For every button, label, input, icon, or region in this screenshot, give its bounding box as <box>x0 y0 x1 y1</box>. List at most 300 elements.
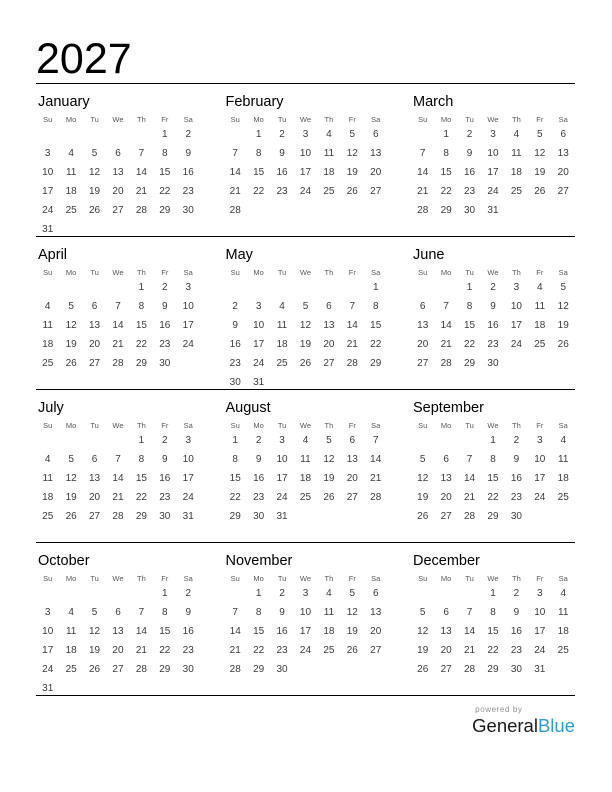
day-cell: 1 <box>232 435 238 446</box>
weekday-label: Mo <box>440 268 452 277</box>
day-cell: 9 <box>255 454 262 465</box>
week-row <box>36 603 200 622</box>
day-cell: 21 <box>463 645 476 656</box>
weekday-label: We <box>487 268 499 277</box>
day-cell: 13 <box>346 454 358 465</box>
day-cell: 7 <box>232 148 238 159</box>
month-june <box>411 237 575 389</box>
day-cell: 25 <box>65 205 77 216</box>
weekday-label: Fr <box>536 268 544 277</box>
week-row <box>224 660 388 679</box>
week-row <box>36 488 200 507</box>
day-cell: 5 <box>560 282 567 293</box>
day-cell: 12 <box>299 320 312 331</box>
weekday-label: Sa <box>558 421 568 430</box>
week-row <box>411 584 575 603</box>
day-cell: 30 <box>463 205 476 216</box>
day-cell: 31 <box>42 683 54 694</box>
day-cell: 26 <box>88 664 101 675</box>
day-cell: 7 <box>138 148 145 159</box>
day-cell: 19 <box>534 167 546 178</box>
weekday-header-row <box>36 420 200 431</box>
week-row <box>36 660 200 679</box>
weekday-label: Sa <box>183 421 193 430</box>
day-cell: 30 <box>510 511 522 522</box>
weekday-label: Sa <box>371 268 381 277</box>
day-cell: 13 <box>88 473 101 484</box>
day-cell: 4 <box>279 301 285 312</box>
day-cell: 6 <box>372 129 379 140</box>
day-cell: 9 <box>185 607 192 618</box>
day-cell: 24 <box>510 339 522 350</box>
day-cell: 25 <box>42 511 54 522</box>
weekday-label: We <box>112 115 124 124</box>
weekday-label: Th <box>512 115 521 124</box>
weekday-label: Su <box>418 268 428 277</box>
day-cell: 8 <box>443 148 449 159</box>
week-row <box>411 488 575 507</box>
day-cell: 9 <box>232 320 238 331</box>
day-cell: 15 <box>463 320 476 331</box>
day-cell: 18 <box>557 473 569 484</box>
day-cell: 12 <box>65 473 77 484</box>
weekday-label: Mo <box>65 421 77 430</box>
day-cell: 18 <box>65 645 77 656</box>
weekday-header-row <box>411 114 575 125</box>
month-title: December <box>413 553 480 569</box>
day-cell: 2 <box>279 588 285 599</box>
day-cell: 16 <box>510 626 522 637</box>
day-cell: 24 <box>253 358 265 369</box>
day-cell: 14 <box>112 320 124 331</box>
day-cell: 10 <box>487 148 499 159</box>
week-row <box>411 201 575 220</box>
day-cell: 11 <box>558 454 569 465</box>
day-cell: 9 <box>466 148 473 159</box>
calendar-grid <box>36 84 575 696</box>
day-cell: 9 <box>513 454 520 465</box>
day-cell: 14 <box>417 167 429 178</box>
day-cell: 6 <box>349 435 356 446</box>
weekday-header-row <box>411 267 575 278</box>
month-september <box>411 390 575 542</box>
day-cell: 27 <box>88 358 101 369</box>
day-cell: 4 <box>326 588 332 599</box>
week-row <box>36 125 200 144</box>
month-title: July <box>38 400 64 416</box>
day-cell: 22 <box>159 645 171 656</box>
weekday-label: We <box>487 115 499 124</box>
day-cell: 30 <box>182 664 194 675</box>
day-cell: 11 <box>511 148 522 159</box>
day-cell: 11 <box>42 473 53 484</box>
week-row <box>36 450 200 469</box>
week-row <box>224 163 388 182</box>
weekday-label: We <box>487 421 499 430</box>
day-cell: 24 <box>487 186 499 197</box>
day-cell: 6 <box>372 588 379 599</box>
month-title: May <box>225 247 253 263</box>
day-cell: 8 <box>490 607 496 618</box>
weekday-label: Sa <box>183 574 193 583</box>
day-cell: 13 <box>417 320 429 331</box>
day-cell: 2 <box>513 435 520 446</box>
day-cell: 12 <box>346 607 358 618</box>
day-cell: 13 <box>88 320 101 331</box>
weekday-label: Fr <box>161 115 169 124</box>
day-cell: 16 <box>276 167 288 178</box>
weekday-label: We <box>487 574 499 583</box>
day-cell: 26 <box>417 664 429 675</box>
day-cell: 10 <box>534 454 546 465</box>
weekday-label: We <box>299 115 312 124</box>
day-cell: 19 <box>346 167 358 178</box>
day-cell: 18 <box>323 167 335 178</box>
day-cell: 1 <box>372 282 379 293</box>
day-cell: 1 <box>255 129 262 140</box>
day-cell: 3 <box>185 282 192 293</box>
day-cell: 28 <box>135 664 147 675</box>
day-cell: 28 <box>135 205 147 216</box>
week-row <box>224 507 388 526</box>
weekday-label: Th <box>137 574 146 583</box>
day-cell: 22 <box>135 492 147 503</box>
day-cell: 24 <box>299 186 312 197</box>
week-row <box>224 641 388 660</box>
weekday-header-row <box>36 267 200 278</box>
day-cell: 28 <box>370 492 382 503</box>
weekday-label: Su <box>418 115 428 124</box>
day-cell: 4 <box>68 607 74 618</box>
day-cell: 27 <box>440 664 452 675</box>
day-cell: 6 <box>91 301 98 312</box>
day-cell: 19 <box>346 626 358 637</box>
day-cell: 22 <box>440 186 452 197</box>
day-cell: 29 <box>487 664 499 675</box>
day-cell: 16 <box>487 320 499 331</box>
day-cell: 2 <box>162 282 168 293</box>
week-row <box>411 641 575 660</box>
day-cell: 19 <box>65 492 77 503</box>
day-cell: 11 <box>65 167 77 178</box>
day-cell: 21 <box>346 339 358 350</box>
day-cell: 16 <box>182 167 194 178</box>
weekday-label: Th <box>512 421 521 430</box>
day-cell: 9 <box>185 148 192 159</box>
week-row <box>36 679 200 698</box>
day-cell: 7 <box>443 301 449 312</box>
day-cell: 11 <box>323 148 335 159</box>
day-cell: 15 <box>370 320 382 331</box>
day-cell: 22 <box>253 645 265 656</box>
week-row <box>411 431 575 450</box>
day-cell: 3 <box>302 129 309 140</box>
day-cell: 20 <box>88 339 101 350</box>
day-cell: 13 <box>440 473 452 484</box>
day-cell: 24 <box>299 645 312 656</box>
day-cell: 21 <box>370 473 382 484</box>
day-cell: 19 <box>323 473 335 484</box>
month-title: September <box>413 400 484 416</box>
footer <box>472 705 575 737</box>
weekday-label: Fr <box>536 115 544 124</box>
day-cell: 4 <box>560 588 567 599</box>
day-cell: 15 <box>487 626 499 637</box>
day-cell: 14 <box>463 626 476 637</box>
day-cell: 24 <box>42 664 54 675</box>
weekday-label: Th <box>512 574 521 583</box>
month-title: June <box>413 247 445 263</box>
weekday-label: Mo <box>65 574 77 583</box>
day-cell: 8 <box>372 301 379 312</box>
day-cell: 4 <box>44 301 51 312</box>
day-cell: 23 <box>229 358 241 369</box>
day-cell: 5 <box>68 301 74 312</box>
weekday-label: Th <box>324 268 334 277</box>
day-cell: 23 <box>276 186 288 197</box>
day-cell: 29 <box>159 205 171 216</box>
day-cell: 20 <box>346 473 358 484</box>
week-row <box>224 603 388 622</box>
day-cell: 6 <box>443 607 449 618</box>
day-cell: 7 <box>115 454 121 465</box>
day-cell: 25 <box>323 645 335 656</box>
weekday-label: Th <box>137 115 146 124</box>
day-cell: 21 <box>417 186 429 197</box>
day-cell: 8 <box>490 454 496 465</box>
month-title: November <box>225 553 293 569</box>
week-row <box>36 641 200 660</box>
day-cell: 16 <box>182 626 194 637</box>
day-cell: 8 <box>255 148 262 159</box>
day-cell: 2 <box>232 301 238 312</box>
generalblue-logo <box>472 715 575 737</box>
day-cell: 17 <box>182 320 194 331</box>
day-cell: 19 <box>65 339 77 350</box>
day-cell: 10 <box>299 148 312 159</box>
day-cell: 23 <box>510 645 522 656</box>
day-cell: 31 <box>487 205 499 216</box>
day-cell: 17 <box>276 473 288 484</box>
day-cell: 7 <box>466 607 473 618</box>
day-cell: 30 <box>182 205 194 216</box>
weekday-label: Tu <box>90 268 99 277</box>
day-cell: 6 <box>419 301 426 312</box>
week-row <box>411 450 575 469</box>
day-cell: 24 <box>182 339 194 350</box>
day-cell: 3 <box>44 148 51 159</box>
day-cell: 1 <box>255 588 262 599</box>
day-cell: 28 <box>346 358 358 369</box>
day-cell: 30 <box>276 664 288 675</box>
day-cell: 20 <box>370 167 382 178</box>
day-cell: 23 <box>159 339 171 350</box>
day-cell: 23 <box>487 339 499 350</box>
day-cell: 11 <box>323 607 335 618</box>
weekday-label: Tu <box>465 574 474 583</box>
week-row <box>411 278 575 297</box>
powered-by-label: powered by <box>475 705 523 714</box>
weekday-label: Th <box>324 421 334 430</box>
day-cell: 17 <box>299 167 312 178</box>
day-cell: 9 <box>279 607 285 618</box>
day-cell: 27 <box>417 358 429 369</box>
weekday-label: Th <box>324 574 334 583</box>
day-cell: 21 <box>229 645 241 656</box>
weekday-label: Tu <box>465 115 474 124</box>
day-cell: 20 <box>323 339 335 350</box>
month-july <box>36 390 200 542</box>
day-cell: 15 <box>135 320 147 331</box>
day-cell: 25 <box>510 186 522 197</box>
day-cell: 30 <box>510 664 522 675</box>
day-cell: 20 <box>370 626 382 637</box>
week-row <box>224 431 388 450</box>
day-cell: 18 <box>557 626 569 637</box>
month-december <box>411 543 575 695</box>
day-cell: 3 <box>44 607 51 618</box>
day-cell: 20 <box>440 645 452 656</box>
day-cell: 22 <box>463 339 476 350</box>
day-cell: 14 <box>346 320 358 331</box>
day-cell: 5 <box>419 607 426 618</box>
weekday-header-row <box>411 573 575 584</box>
day-cell: 12 <box>417 473 429 484</box>
day-cell: 18 <box>323 626 335 637</box>
weekday-label: We <box>299 421 312 430</box>
day-cell: 15 <box>487 473 499 484</box>
day-cell: 5 <box>91 607 98 618</box>
weekday-label: Th <box>137 421 146 430</box>
day-cell: 7 <box>372 435 379 446</box>
day-cell: 15 <box>253 167 265 178</box>
week-row <box>36 201 200 220</box>
day-cell: 14 <box>112 473 124 484</box>
calendar-content <box>36 0 575 696</box>
month-august <box>224 390 388 542</box>
day-cell: 25 <box>276 358 288 369</box>
day-cell: 26 <box>534 186 546 197</box>
day-cell: 31 <box>253 377 265 388</box>
day-cell: 25 <box>299 492 312 503</box>
month-row <box>36 84 575 237</box>
weekday-label: Fr <box>348 421 356 430</box>
title-block <box>36 0 575 84</box>
weekday-label: Fr <box>536 574 544 583</box>
day-cell: 16 <box>159 473 171 484</box>
day-cell: 1 <box>443 129 449 140</box>
day-cell: 3 <box>490 129 496 140</box>
day-cell: 14 <box>440 320 452 331</box>
day-cell: 23 <box>182 186 194 197</box>
weekday-label: We <box>299 268 312 277</box>
day-cell: 26 <box>65 358 77 369</box>
day-cell: 17 <box>42 645 54 656</box>
day-cell: 18 <box>510 167 522 178</box>
day-cell: 8 <box>138 301 145 312</box>
day-cell: 2 <box>162 435 168 446</box>
day-cell: 1 <box>138 435 145 446</box>
weekday-label: Sa <box>183 115 193 124</box>
week-row <box>411 354 575 373</box>
day-cell: 12 <box>323 454 335 465</box>
day-cell: 17 <box>182 473 194 484</box>
day-cell: 27 <box>112 664 124 675</box>
day-cell: 27 <box>323 358 335 369</box>
week-row <box>36 622 200 641</box>
weekday-label: Fr <box>348 115 356 124</box>
day-cell: 15 <box>253 626 265 637</box>
day-cell: 25 <box>557 645 569 656</box>
weekday-label: We <box>112 421 124 430</box>
day-cell: 15 <box>159 167 171 178</box>
day-cell: 30 <box>229 377 241 388</box>
week-row <box>36 354 200 373</box>
week-row <box>224 584 388 603</box>
day-cell: 6 <box>443 454 449 465</box>
day-cell: 3 <box>255 301 262 312</box>
weekday-label: Su <box>43 574 53 583</box>
day-cell: 16 <box>253 473 265 484</box>
day-cell: 17 <box>299 626 312 637</box>
day-cell: 10 <box>42 167 54 178</box>
day-cell: 11 <box>558 607 569 618</box>
day-cell: 20 <box>88 492 101 503</box>
day-cell: 12 <box>346 148 358 159</box>
day-cell: 27 <box>346 492 358 503</box>
day-cell: 21 <box>135 645 147 656</box>
day-cell: 24 <box>42 205 54 216</box>
week-row <box>411 622 575 641</box>
month-april <box>36 237 200 389</box>
day-cell: 5 <box>419 454 426 465</box>
day-cell: 14 <box>229 167 241 178</box>
day-cell: 16 <box>276 626 288 637</box>
day-cell: 23 <box>253 492 265 503</box>
day-cell: 12 <box>88 626 101 637</box>
day-cell: 6 <box>115 607 121 618</box>
weekday-label: Mo <box>253 115 264 124</box>
week-row <box>36 507 200 526</box>
weekday-label: Su <box>43 115 53 124</box>
weekday-label: Sa <box>371 421 381 430</box>
day-cell: 1 <box>138 282 145 293</box>
day-cell: 14 <box>370 454 382 465</box>
day-cell: 21 <box>135 186 147 197</box>
day-cell: 27 <box>112 205 124 216</box>
week-row <box>411 297 575 316</box>
weekday-label: Fr <box>161 574 169 583</box>
day-cell: 25 <box>65 664 77 675</box>
week-row <box>36 163 200 182</box>
day-cell: 25 <box>557 492 569 503</box>
day-cell: 5 <box>349 129 356 140</box>
day-cell: 6 <box>115 148 121 159</box>
day-cell: 2 <box>490 282 496 293</box>
day-cell: 17 <box>534 473 546 484</box>
weekday-header-row <box>224 114 388 125</box>
day-cell: 14 <box>135 626 147 637</box>
day-cell: 31 <box>534 664 546 675</box>
day-cell: 4 <box>68 148 74 159</box>
weekday-label: Su <box>230 421 240 430</box>
weekday-label: Sa <box>558 115 568 124</box>
weekday-label: Fr <box>161 268 169 277</box>
day-cell: 13 <box>112 626 124 637</box>
week-row <box>36 297 200 316</box>
day-cell: 8 <box>232 454 238 465</box>
day-cell: 26 <box>65 511 77 522</box>
